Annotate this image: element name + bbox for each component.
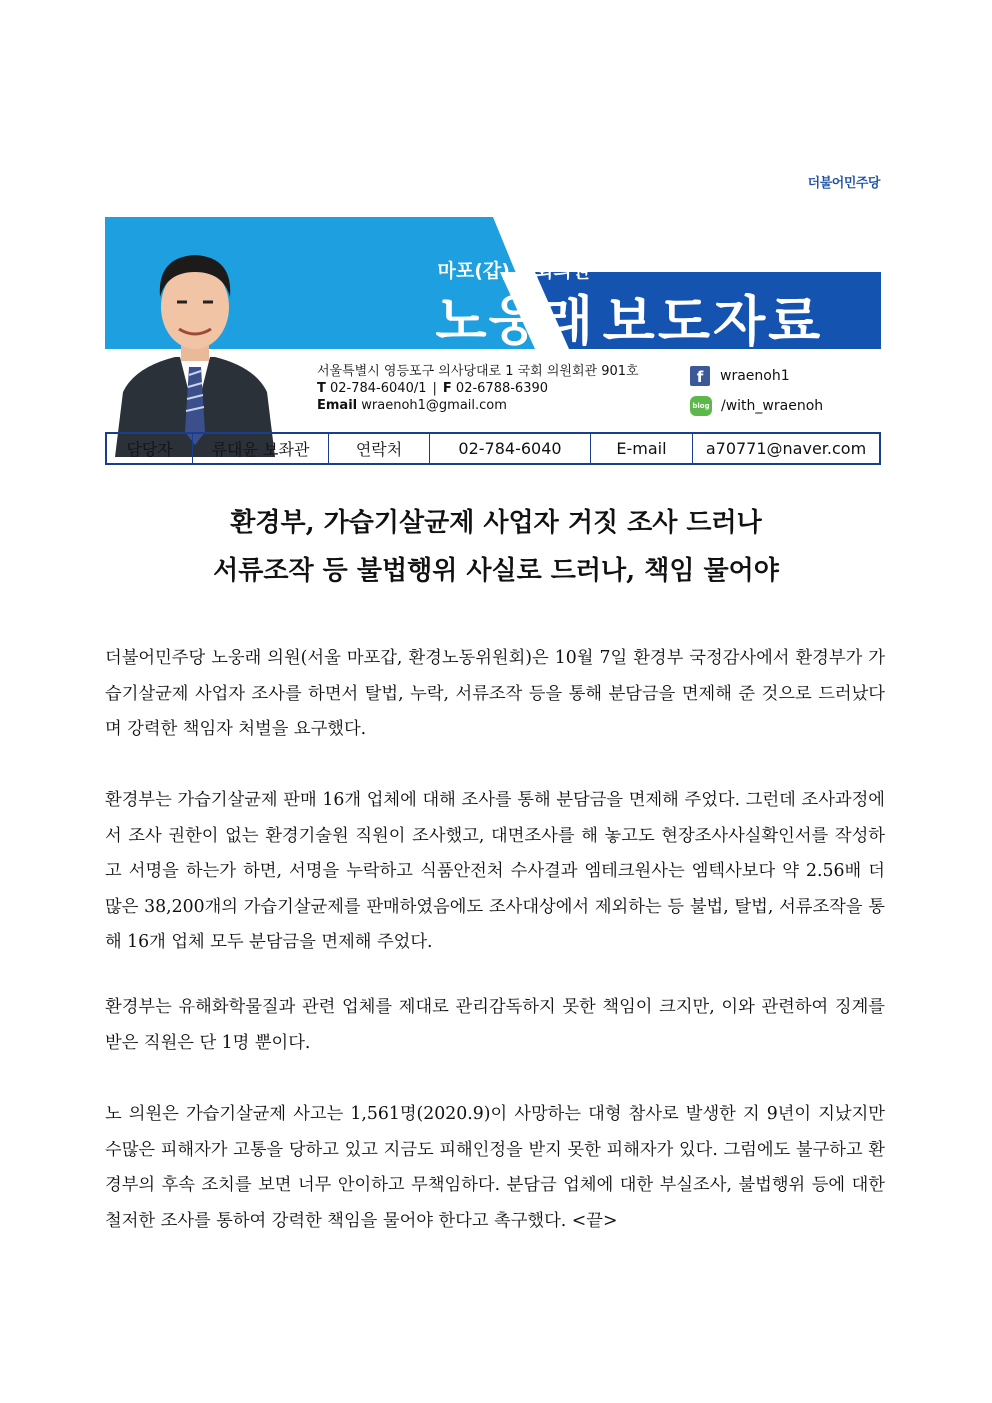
- subheadline: 서류조작 등 불법행위 사실로 드러나, 책임 물어야: [213, 556, 779, 586]
- paragraph-1: 더불어민주당 노웅래 의원(서울 마포갑, 환경노동위원회)은 10월 7일 환경부 국정감사에서 환경부가 가습기살균제 사업자 조사를 하면서 탈법, 누락, 서류조작 등을 통해 분담금을 면제해 준 것으로 드러났다며 강력한 책임자 처벌을 요구했다.: [105, 648, 885, 739]
- facebook-link[interactable]: [690, 363, 823, 389]
- phone-label: 연락처: [329, 433, 430, 464]
- press-release-label: 보도자료: [602, 290, 824, 353]
- portrait-photo: [105, 217, 285, 457]
- contact-table: [105, 432, 881, 465]
- district-title: 마포(갑) 국회의원: [437, 260, 590, 282]
- email-label-cell: E-mail: [591, 433, 693, 464]
- email-label: Email: [317, 398, 358, 413]
- phone-fax-line: T 02-784-6040/1 | F 02-6788-6390: [317, 381, 549, 396]
- phone-value: 02-784-6040: [430, 433, 591, 464]
- header-banner: [105, 217, 881, 432]
- facebook-icon: f: [690, 366, 710, 386]
- blog-handle: /with_wraenoh: [721, 398, 824, 414]
- tel-number: 02-784-6040/1: [330, 381, 427, 396]
- facebook-handle: wraenoh1: [720, 368, 790, 384]
- lawmaker-name: 노웅래: [435, 291, 595, 352]
- person-label: 담당자: [106, 433, 193, 464]
- party-logo: 더불어민주당: [807, 176, 880, 191]
- fax-label: F: [442, 381, 452, 396]
- blog-link[interactable]: [690, 393, 823, 419]
- email-address[interactable]: wraenoh1@gmail.com: [361, 398, 507, 413]
- office-address: 서울특별시 영등포구 의사당대로 1 국회 의원회관 901호: [317, 364, 639, 379]
- headline: 환경부, 가습기살균제 사업자 거짓 조사 드러나: [230, 508, 762, 538]
- person-value: 류대윤 보좌관: [193, 433, 329, 464]
- email-value[interactable]: a70771@naver.com: [693, 433, 881, 464]
- tel-label: T: [317, 381, 326, 396]
- office-contact: [317, 363, 639, 414]
- paragraph-3: 환경부는 유해화학물질과 관련 업체를 제대로 관리감독하지 못한 책임이 크지만, 이와 관련하여 징계를 받은 직원은 단 1명 뿐이다.: [105, 997, 885, 1053]
- paragraph-2: 환경부는 가습기살균제 판매 16개 업체에 대해 조사를 통해 분담금을 면제해 주었다. 그런데 조사과정에서 조사 권한이 없는 환경기술원 직원이 조사했고, 대면조사를 해 놓고도 현장조사사실확인서를 작성하고 서명을 하는가 하면, 서명을 누락하고 식품안전처 수사결과 엠테크원사는 엠텍사보다 약 2.56배 더 많은 38,200개의 가습기살균제를 판매하였음에도 조사대상에서 제외하는 등 불법, 탈법, 서류조작을 통해 16개 업체 모두 분담금을 면제해 주었다.: [105, 790, 885, 952]
- blog-icon: blog: [690, 396, 712, 416]
- email-line: [317, 397, 639, 414]
- paragraph-4: 노 의원은 가습기살균제 사고는 1,561명(2020.9)이 사망하는 대형 참사로 발생한 지 9년이 지났지만 수많은 피해자가 고통을 당하고 있고 지금도 피해인정을 받지 못한 피해자가 있다. 그럼에도 불구하고 환경부의 후속 조치를 보면 너무 안이하고 무책임하다. 분담금 업체에 대한 부실조사, 불법행위 등에 대한 철저한 조사를 통하여 강력한 책임을 물어야 한다고 촉구했다. <끝>: [105, 1104, 885, 1231]
- social-links: [690, 363, 823, 423]
- slogan: 공감 정치!: [505, 234, 590, 255]
- fax-number: 02-6788-6390: [455, 381, 549, 396]
- contact-row: [106, 433, 880, 464]
